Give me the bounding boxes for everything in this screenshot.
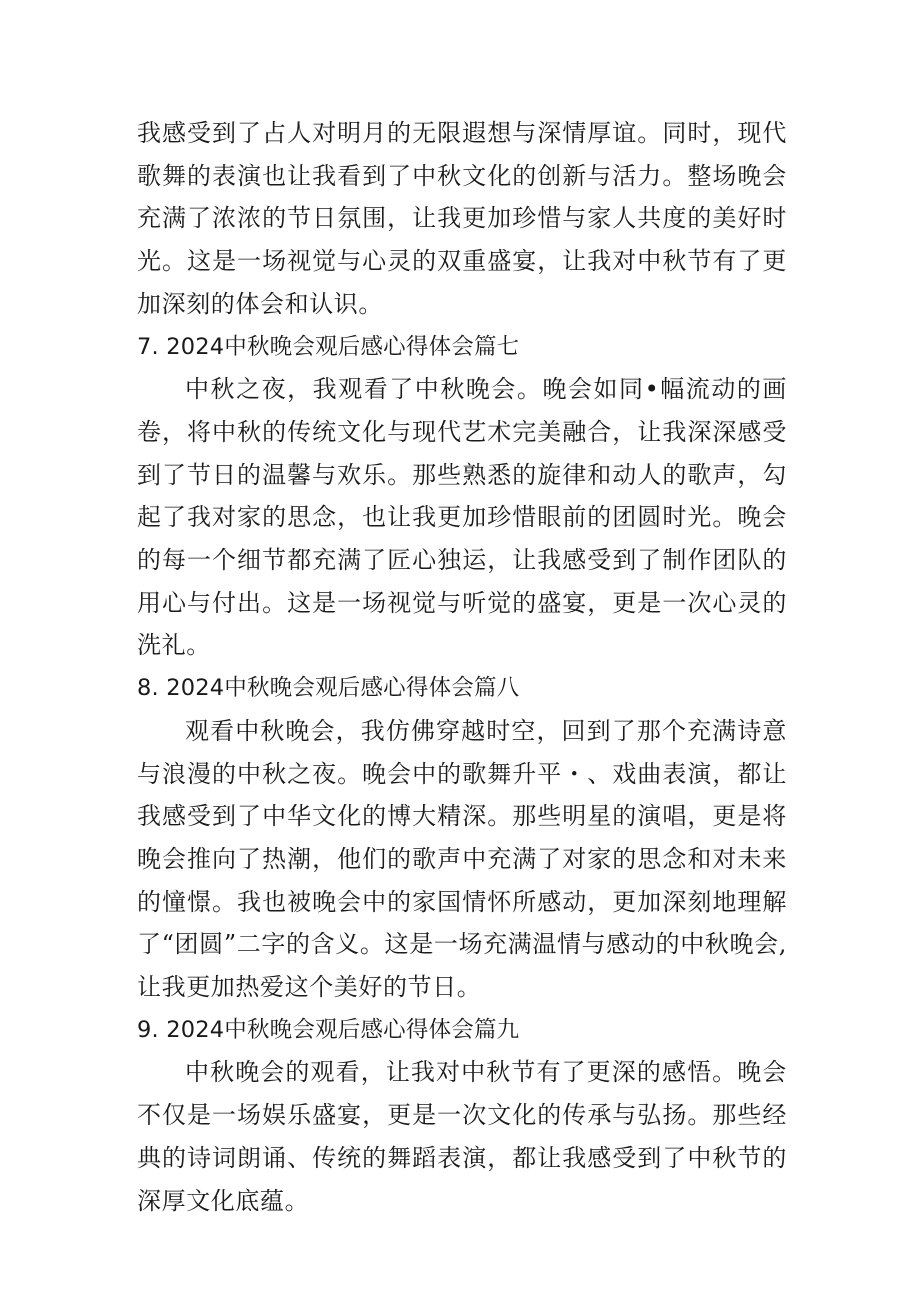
section-body-9: 中秋晚会的观看，让我对中秋节有了更深的感悟。晚会不仅是一场娱乐盛宴，更是一次文化的传承与弘扬。那些经典的诗词朗诵、传统的舞蹈表演，都让我感受到了中秋节的深厚文化底蕴。	[137, 1058, 787, 1215]
section-heading-9: 9. 2024中秋晚会观后感心得体会篇九	[137, 1016, 520, 1043]
section-heading-8: 8. 2024中秋晚会观后感心得体会篇八	[137, 675, 520, 702]
section-body-8: 观看中秋晚会，我仿佛穿越时空，回到了那个充满诗意与浪漫的中秋之夜。晚会中的歌舞升平・、戏曲表演，都让我感受到了中华文化的博大精深。那些明星的演唱，更是将晚会推向了热潮，他们的歌声中充满了对家的思念和对未来的憧憬。我也被晚会中的家国情怀所感动，更加深刻地理解了“团圆”二字的含义。这是一场充满温情与感动的中秋晚会,让我更加热爱这个美好的节日。	[137, 716, 787, 1002]
section-heading-7: 7. 2024中秋晚会观后感心得体会篇七	[137, 333, 520, 360]
continuation-paragraph: 我感受到了占人对明月的无限遐想与深情厚谊。同时，现代歌舞的表演也让我看到了中秋文化的创新与活力。整场晚会充满了浓浓的节日氛围，让我更加珍惜与家人共度的美好时光。这是一场视觉与心灵的双重盛宴，让我对中秋节有了更加深刻的体会和认识。	[137, 119, 787, 318]
document-body	[137, 112, 787, 1222]
section-body-7: 中秋之夜，我观看了中秋晚会。晚会如同•幅流动的画卷，将中秋的传统文化与现代艺术完美融合，让我深深感受到了节日的温馨与欢乐。那些熟悉的旋律和动人的歌声，勾起了我对家的思念，也让我更加珍惜眼前的团圆时光。晚会的每一个细节都充满了匠心独运，让我感受到了制作团队的用心与付出。这是一场视觉与听觉的盛宴，更是一次心灵的洗礼。	[137, 375, 787, 660]
